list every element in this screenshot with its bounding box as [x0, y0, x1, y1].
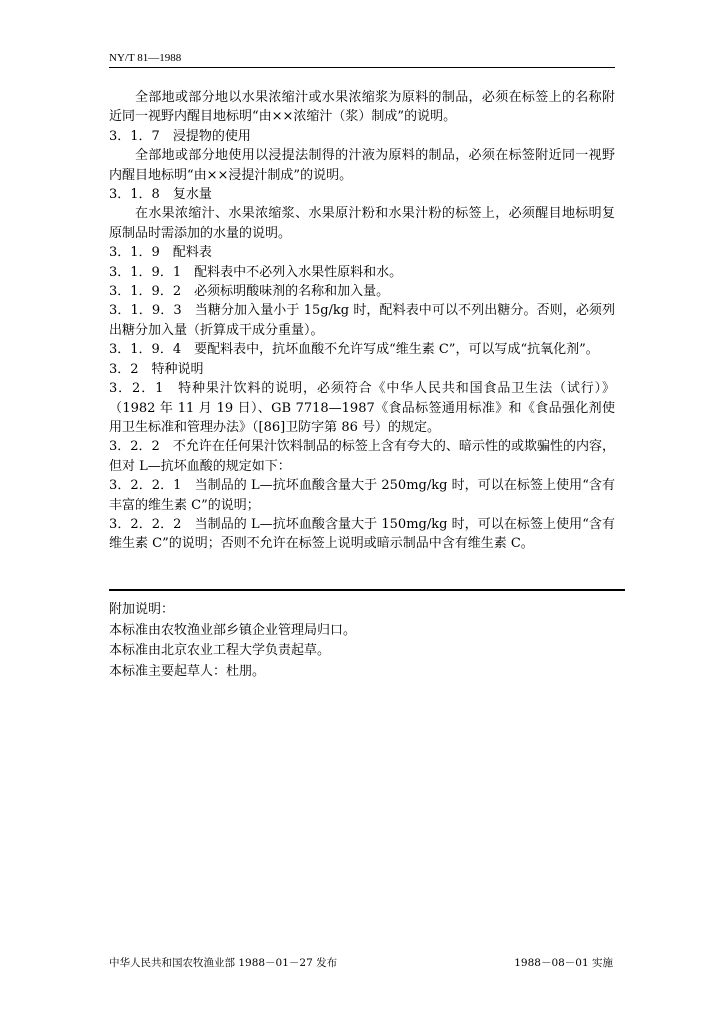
- appendix-line: 本标准由农牧渔业部乡镇企业管理局归口。: [109, 622, 357, 638]
- header-rule: [109, 67, 615, 68]
- clause: 3．2．2．1 当制品的 L—抗坏血酸含量大于 250mg/kg 时，可以在标签上使用“含有丰富的维生素 C”的说明；: [109, 478, 615, 513]
- clause-heading: 3．2 特种说明: [109, 361, 204, 377]
- clause: 3．1．9．2 必须标明酸味剂的名称和加入量。: [109, 284, 390, 300]
- clause: 3．1．9．3 当糖分加入量小于 15g/kg 时，配料表中可以不列出糖分。否则，必须列出糖分加入量（折算成干成分重量）。: [109, 303, 615, 338]
- appendix-title: 附加说明：: [109, 602, 175, 617]
- clause: 3．1．9．4 要配料表中，抗坏血酸不允许写成“维生素 C”，可以写成“抗氧化剂”。: [109, 342, 599, 358]
- clause: 3．1．9．1 配料表中不必列入水果性原料和水。: [109, 264, 403, 280]
- clause-heading: 3．1．9 配料表: [109, 245, 212, 261]
- appendix-line: 本标准主要起草人：杜朋。: [109, 663, 266, 679]
- paragraph: 全部地或部分地以水果浓缩汁或水果浓缩浆为原料的制品，必须在标签上的名称附近同一视野内醒目地标明“由××浓缩汁（浆）制成”的说明。: [109, 90, 615, 125]
- clause: 3．2．1 特种果汁饮料的说明，必须符合《中华人民共和国食品卫生法（试行）》（1982 年 11 月 19 日）、GB 7718—1987《食品标签通用标准》和《食品强化剂使用卫生标准和管理办法》（[86]卫防字第 86 号）的规定。: [109, 381, 615, 435]
- clause: 3．2．2 不允许在任何果汁饮料制品的标签上含有夸大的、暗示性的或欺骗性的内容，但对 L—抗坏血酸的规定如下：: [109, 439, 615, 474]
- paragraph: 全部地或部分地使用以浸提法制得的汁液为原料的制品，必须在标签附近同一视野内醒目地标明“由××浸提汁制成”的说明。: [109, 148, 615, 183]
- paragraph: 在水果浓缩汁、水果浓缩浆、水果原汁粉和水果汁粉的标签上，必须醒目地标明复原制品时需添加的水量的说明。: [109, 206, 615, 241]
- appendix-line: 本标准由北京农业工程大学负责起草。: [109, 643, 331, 658]
- end-of-text-rule: [109, 589, 625, 591]
- standard-code: NY/T 81—1988: [109, 52, 182, 64]
- clause: 3．2．2．2 当制品的 L—抗坏血酸含量大于 150mg/kg 时，可以在标签上使用“含有维生素 C”的说明；否则不允许在标签上说明或暗示制品中含有维生素 C。: [109, 516, 615, 552]
- clause-heading: 3．1．8 复水量: [109, 187, 212, 203]
- effective-date: 1988－08－01 实施: [514, 957, 613, 969]
- issue-date: 中华人民共和国农牧渔业部 1988－01－27 发布: [109, 957, 338, 969]
- clause-heading: 3．1．7 浸提物的使用: [109, 128, 251, 144]
- appendix-note: [109, 600, 615, 682]
- main-body: [109, 88, 615, 554]
